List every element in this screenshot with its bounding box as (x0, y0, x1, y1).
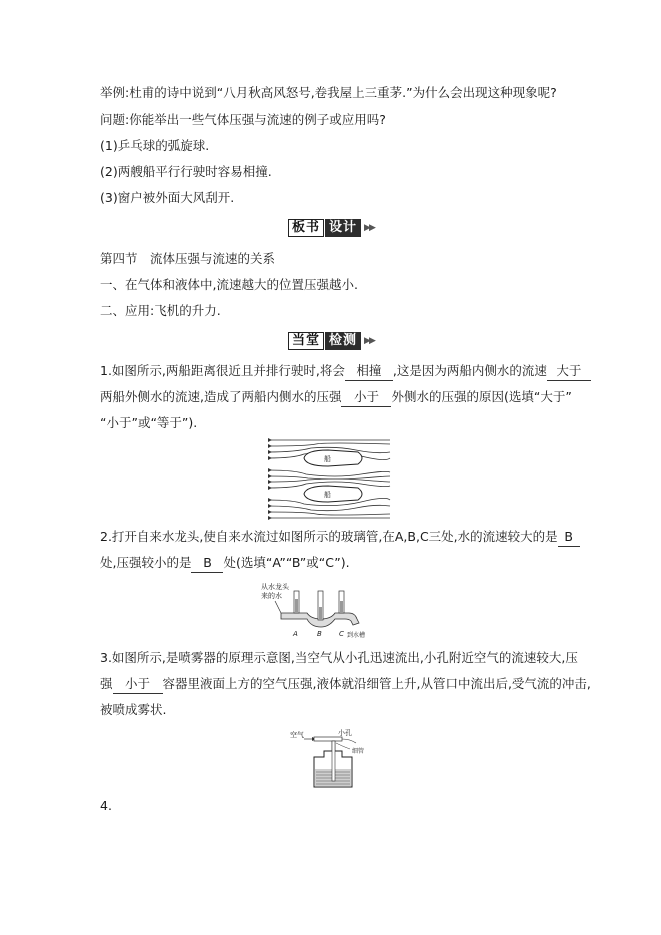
banner-label-part2: 设计 (325, 219, 361, 237)
q3-text-b: 强 (100, 676, 113, 691)
point-b-label: B (317, 630, 322, 638)
source-label: 从水龙头 (261, 583, 289, 591)
boat-upper (304, 450, 362, 466)
intro-example: 举例:杜甫的诗中说到“八月秋高风怒号,卷我屋上三重茅.”为什么会出现这种现象呢? (100, 85, 557, 100)
board-design-banner (288, 218, 374, 238)
design-title: 第四节 流体压强与流速的关系 (100, 251, 276, 266)
boat-label-lower: 船 (324, 491, 331, 499)
banner-arrows-icon: ▶▶ (364, 336, 374, 346)
water-pipe-figure (259, 581, 371, 639)
hole-label: 小孔 (338, 729, 352, 737)
boat-lower (304, 486, 362, 502)
in-class-test-banner (288, 331, 374, 351)
q2-text-a: 2.打开自来水龙头,使自来水流过如图所示的玻璃管,在A,B,C三处,水的流速较大的是 (100, 529, 558, 544)
q3-answer-1: 小于 (113, 675, 163, 694)
q1-line-1 (100, 362, 591, 381)
q2-line-2 (100, 554, 350, 573)
banner-label-part1: 当堂 (288, 332, 324, 350)
design-point-1: 一、在气体和液体中,流速越大的位置压强越小. (100, 277, 358, 292)
q3-line-3: 被喷成雾状. (100, 702, 167, 717)
q1-answer-3: 小于 (341, 388, 391, 407)
q1-text-c: 两船外侧水的流速,造成了两船内侧水的压强 (100, 389, 342, 404)
q1-text-d: 外侧水的压强的原因(选填“大于” (391, 389, 572, 404)
intro-question: 问题:你能举出一些气体压强与流速的例子或应用吗? (100, 112, 386, 127)
q2-line-1 (100, 528, 580, 547)
air-label: 空气 (290, 731, 304, 739)
intro-item-2: (2)两艘船平行行驶时容易相撞. (100, 164, 272, 179)
intro-item-3: (3)窗户被外面大风刮开. (100, 190, 235, 205)
source-label-2: 来的水 (261, 592, 282, 600)
q2-text-b: 处,压强较小的是 (100, 555, 192, 570)
q2-text-c: 处(选填“A”“B”或“C”). (223, 555, 350, 570)
boat-label-upper: 船 (324, 455, 331, 463)
tube-label: 细管 (352, 748, 365, 755)
q4-label: 4. (100, 798, 112, 813)
banner-label-part1: 板书 (288, 219, 324, 237)
intro-item-1: (1)乒乓球的弧旋球. (100, 138, 210, 153)
q1-line-3: “小于”或“等于”). (100, 415, 198, 430)
sprayer-figure (288, 727, 380, 791)
design-point-2: 二、应用:飞机的升力. (100, 303, 221, 318)
q3-line-2 (100, 675, 591, 694)
boats-flow-figure (266, 436, 392, 522)
q1-answer-1: 相撞 (345, 362, 393, 381)
q3-line-1: 3.如图所示,是喷雾器的原理示意图,当空气从小孔迅速流出,小孔附近空气的流速较大,压 (100, 650, 578, 665)
banner-arrows-icon: ▶▶ (364, 223, 374, 233)
q3-text-c: 容器里液面上方的空气压强,液体就沿细管上升,从管口中流出后,受气流的冲击, (162, 676, 591, 691)
q1-answer-2: 大于 (547, 362, 591, 381)
point-a-label: A (293, 630, 298, 638)
q2-answer-1: B (558, 528, 580, 547)
q2-answer-2: B (191, 554, 223, 573)
point-c-label: C (339, 630, 344, 638)
q1-line-2 (100, 388, 572, 407)
q1-text-a: 1.如图所示,两船距离很近且并排行驶时,将会 (100, 363, 345, 378)
banner-label-part2: 检测 (325, 332, 361, 350)
q1-text-b: ,这是因为两船内侧水的流速 (392, 363, 547, 378)
outlet-label: 到水槽 (347, 632, 366, 639)
